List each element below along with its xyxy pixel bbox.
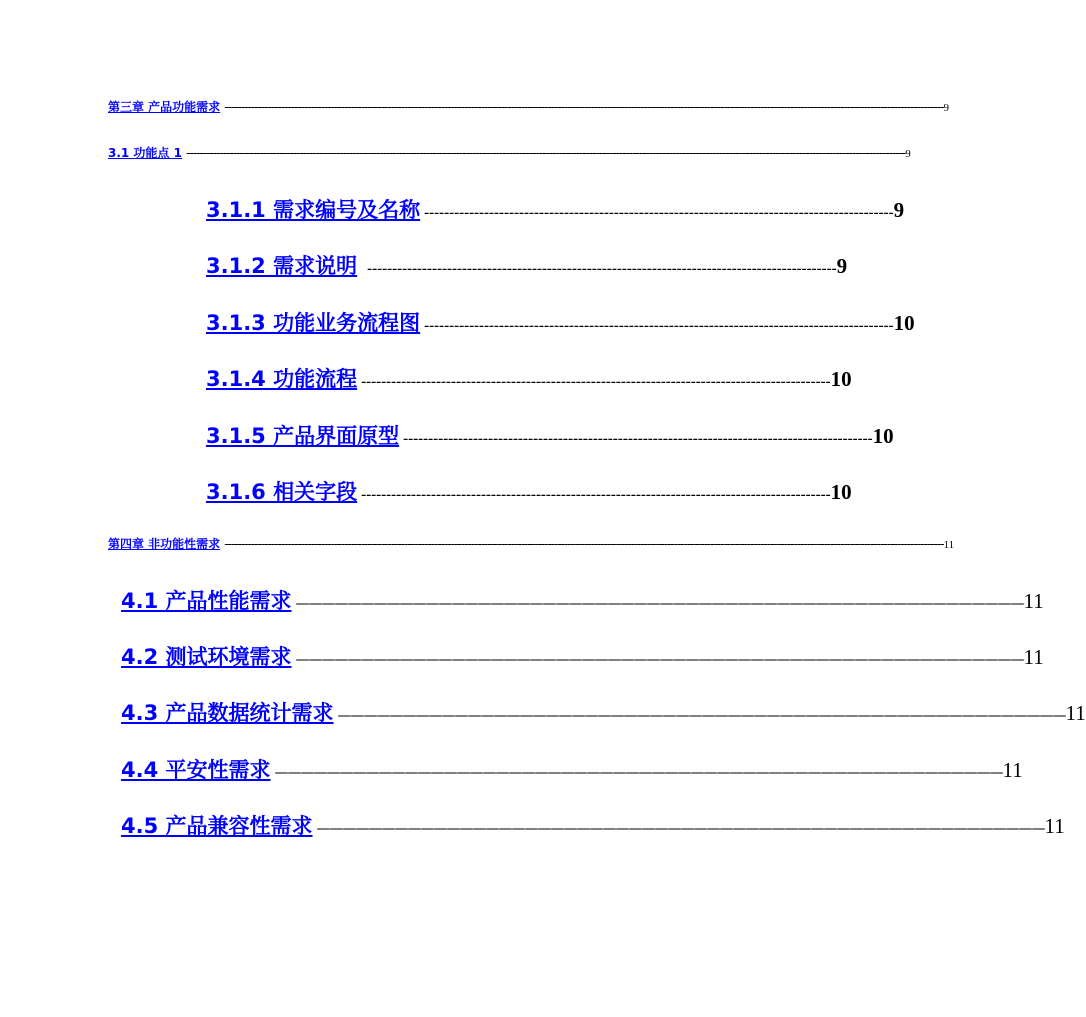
toc-page-number: 9	[905, 148, 911, 160]
toc-page-number: 10	[830, 367, 852, 391]
toc-link-3-1-6[interactable]: 3.1.6 相关字段	[206, 480, 358, 504]
toc-page-number: 9	[943, 102, 949, 114]
toc-leader: ------------------------------------------------------------------------------------------------------------------------------------------------------------------------------------------------------------------------	[224, 100, 944, 114]
toc-link-3-1-2[interactable]: 3.1.2 需求说明	[206, 254, 358, 278]
toc-leader: ----------------------------------------------------------------------------------------------	[424, 318, 894, 334]
toc-entry-3-1[interactable]	[108, 144, 911, 161]
toc-page-number: 11	[1044, 814, 1065, 838]
toc-entry-4-1[interactable]	[121, 585, 1044, 615]
toc-leader: ----------------------------------------------------------------------------------------------	[361, 374, 831, 390]
toc-entry-3-1-4[interactable]	[206, 363, 852, 393]
toc-page-number: 9	[836, 254, 848, 278]
toc-link-4-5[interactable]: 4.5 产品兼容性需求	[121, 814, 313, 838]
toc-page-number: 9	[893, 198, 905, 222]
toc-entry-3-1-5[interactable]	[206, 420, 894, 450]
toc-link-3-1[interactable]: 3.1 功能点 1	[108, 146, 182, 160]
toc-leader: ————————————————————————————————————————————————————————	[316, 821, 1045, 837]
toc-entry-chapter-4[interactable]	[108, 535, 955, 552]
toc-link-chapter-3[interactable]: 第三章 产品功能需求	[108, 100, 221, 114]
toc-link-chapter-4[interactable]: 第四章 非功能性需求	[108, 537, 221, 551]
toc-leader: ————————————————————————————————————————————————————————	[274, 765, 1003, 781]
toc-entry-3-1-3[interactable]	[206, 307, 915, 337]
toc-leader: ----------------------------------------------------------------------------------------------	[367, 261, 837, 277]
toc-entry-4-2[interactable]	[121, 641, 1044, 671]
toc-leader: ------------------------------------------------------------------------------------------------------------------------------------------------------------------------------------------------------------------------	[224, 537, 944, 551]
toc-entry-4-5[interactable]	[121, 810, 1065, 840]
toc-page-number: 10	[872, 424, 894, 448]
toc-entry-4-3[interactable]	[121, 697, 1086, 727]
toc-link-3-1-3[interactable]: 3.1.3 功能业务流程图	[206, 311, 421, 335]
toc-link-4-1[interactable]: 4.1 产品性能需求	[121, 589, 292, 613]
toc-leader: ----------------------------------------------------------------------------------------------	[361, 487, 831, 503]
toc-page-number: 11	[1002, 758, 1023, 782]
toc-link-3-1-5[interactable]: 3.1.5 产品界面原型	[206, 424, 400, 448]
toc-link-4-3[interactable]: 4.3 产品数据统计需求	[121, 701, 334, 725]
toc-page-number: 10	[830, 480, 852, 504]
toc-page-number: 11	[1065, 701, 1086, 725]
toc-link-3-1-4[interactable]: 3.1.4 功能流程	[206, 367, 358, 391]
toc-leader: ----------------------------------------------------------------------------------------------	[424, 205, 894, 221]
toc-page-number: 11	[943, 539, 955, 551]
toc-link-3-1-1[interactable]: 3.1.1 需求编号及名称	[206, 198, 421, 222]
toc-entry-chapter-3[interactable]	[108, 98, 949, 115]
toc-entry-4-4[interactable]	[121, 754, 1023, 784]
toc-link-4-2[interactable]: 4.2 测试环境需求	[121, 645, 292, 669]
toc-leader: ————————————————————————————————————————————————————————	[295, 652, 1024, 668]
toc-entry-3-1-6[interactable]	[206, 476, 852, 506]
toc-entry-3-1-2[interactable]	[206, 250, 848, 280]
toc-leader: ————————————————————————————————————————————————————————	[295, 596, 1024, 612]
toc-leader: ————————————————————————————————————————————————————————	[337, 708, 1066, 724]
toc-link-4-4[interactable]: 4.4 平安性需求	[121, 758, 271, 782]
toc-page-number: 11	[1023, 589, 1044, 613]
toc-page-number: 11	[1023, 645, 1044, 669]
toc-leader: ----------------------------------------------------------------------------------------------	[403, 431, 873, 447]
toc-leader: ------------------------------------------------------------------------------------------------------------------------------------------------------------------------------------------------------------------------	[185, 146, 906, 160]
toc-page-number: 10	[893, 311, 915, 335]
toc-entry-3-1-1[interactable]	[206, 194, 905, 224]
